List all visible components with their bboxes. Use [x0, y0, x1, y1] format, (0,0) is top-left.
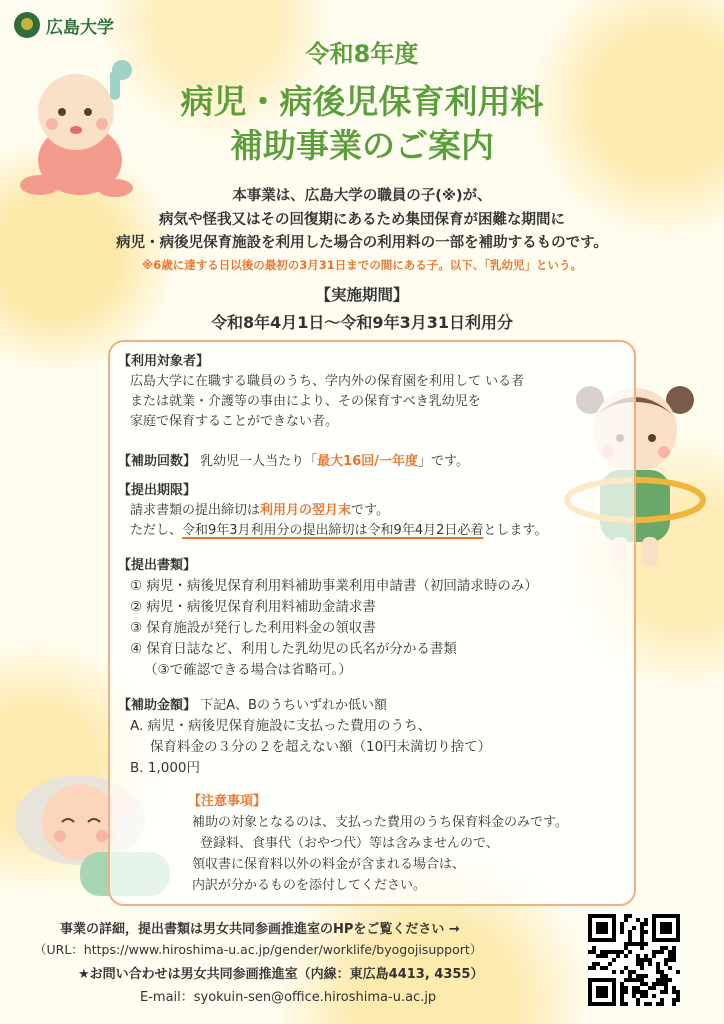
deadline-highlight: 利用月の翌月末 [260, 503, 352, 518]
count-text-after: 」です。 [418, 454, 469, 469]
deadline-text: とします。 [483, 523, 548, 538]
amount-a-line-1: A. 病児・病後児保育施設に支払った費用のうち、 [130, 718, 432, 734]
document-item: ① 病児・病後児保育利用料補助事業利用申請書（初回請求時のみ） [130, 578, 538, 594]
qr-code-icon [588, 914, 680, 1006]
caution-line: 領収書に保育料以外の料金が含まれる場合は、 [192, 857, 466, 872]
section-target [118, 352, 524, 432]
caution-line: 内訳が分かるものを添付してください。 [192, 878, 427, 893]
intro-line-1: 本事業は、広島大学の職員の子(※)が、 [232, 188, 492, 204]
section-caution [188, 792, 568, 896]
documents-label: 【提出書類】 [118, 558, 197, 573]
section-count [118, 452, 469, 472]
deadline-underlined: 令和9年3月利用分の提出締切は令和9年4月2日必着 [182, 523, 484, 538]
count-text-before: 乳幼児一人当たり「 [200, 454, 318, 469]
amount-a-line-2: 保育料金の３分の２を超えない額（10円未満切り捨て） [150, 739, 492, 755]
fiscal-year: 令和8年度 [305, 40, 419, 68]
qr-code[interactable] [588, 914, 680, 1006]
period-value: 令和8年4月1日～令和9年3月31日利用分 [211, 313, 513, 332]
deadline-line-1 [118, 501, 547, 521]
section-deadline [118, 481, 547, 541]
deadline-label: 【提出期限】 [118, 483, 197, 498]
intro-line-2: 病気や怪我又はその回復期にあるため集団保育が困難な期間に [159, 212, 565, 228]
intro-note: ※6歳に達する日以後の最初の3月31日までの間にある子。以下、「乳幼児」という。 [142, 258, 582, 272]
document-item: ④ 保育日誌など、利用した乳幼児の氏名が分かる書類 [130, 641, 457, 657]
amount-lead: 下記A、Bのうちいずれか低い額 [200, 698, 387, 713]
document-note: （③で確認できる場合は省略可。） [144, 662, 352, 678]
footer-url[interactable]: （URL：https://www.hiroshima-u.ac.jp/gender/worklife/byogojisupport） [34, 942, 483, 957]
deadline-line-2 [118, 521, 547, 541]
target-line: 家庭で保育することができない者。 [130, 414, 339, 429]
section-amount [118, 696, 491, 779]
section-documents [118, 556, 538, 681]
amount-b: B. 1,000円 [130, 760, 200, 776]
caution-label: 【注意事項】 [188, 794, 267, 809]
deadline-text: 請求書類の提出締切は [130, 503, 261, 518]
document-item: ③ 保育施設が発行した利用料金の領収書 [130, 620, 376, 636]
footer-contact: ★お問い合わせは男女共同参画推進室（内線：東広島4413, 4355） [78, 967, 484, 982]
caution-line: 登録料、食事代（おやつ代）等は含みませんので、 [200, 836, 499, 851]
amount-label: 【補助金額】 [118, 698, 197, 713]
target-line: または就業・介護等の事由により、その保育すべき乳幼児を [130, 394, 481, 409]
deadline-text: ただし、 [130, 523, 183, 538]
deadline-text: です。 [351, 503, 389, 518]
period-label: 【実施期間】 [315, 286, 409, 304]
count-highlight: 最大16回/一年度 [317, 454, 419, 469]
intro-line-3: 病児・病後児保育施設を利用した場合の利用料の一部を補助するものです。 [116, 235, 608, 251]
count-label: 【補助回数】 [118, 454, 197, 469]
document-item: ② 病児・病後児保育利用料補助金請求書 [130, 599, 376, 615]
footer-details: 事業の詳細，提出書類は男女共同参画推進室のHPをご覧ください → [60, 922, 460, 937]
title-line-2: 補助事業のご案内 [230, 126, 494, 165]
target-label: 【利用対象者】 [118, 354, 210, 369]
footer-email[interactable]: E-mail：syokuin-sen@office.hiroshima-u.ac.jp [140, 990, 437, 1005]
caution-line: 補助の対象となるのは、支払った費用のうち保育料金のみです。 [192, 815, 568, 830]
title-line-1: 病児・病後児保育利用料 [180, 82, 544, 121]
university-name: 広島大学 [46, 17, 114, 38]
target-line: 広島大学に在職する職員のうち、学内外の保育園を利用して いる者 [130, 374, 525, 389]
